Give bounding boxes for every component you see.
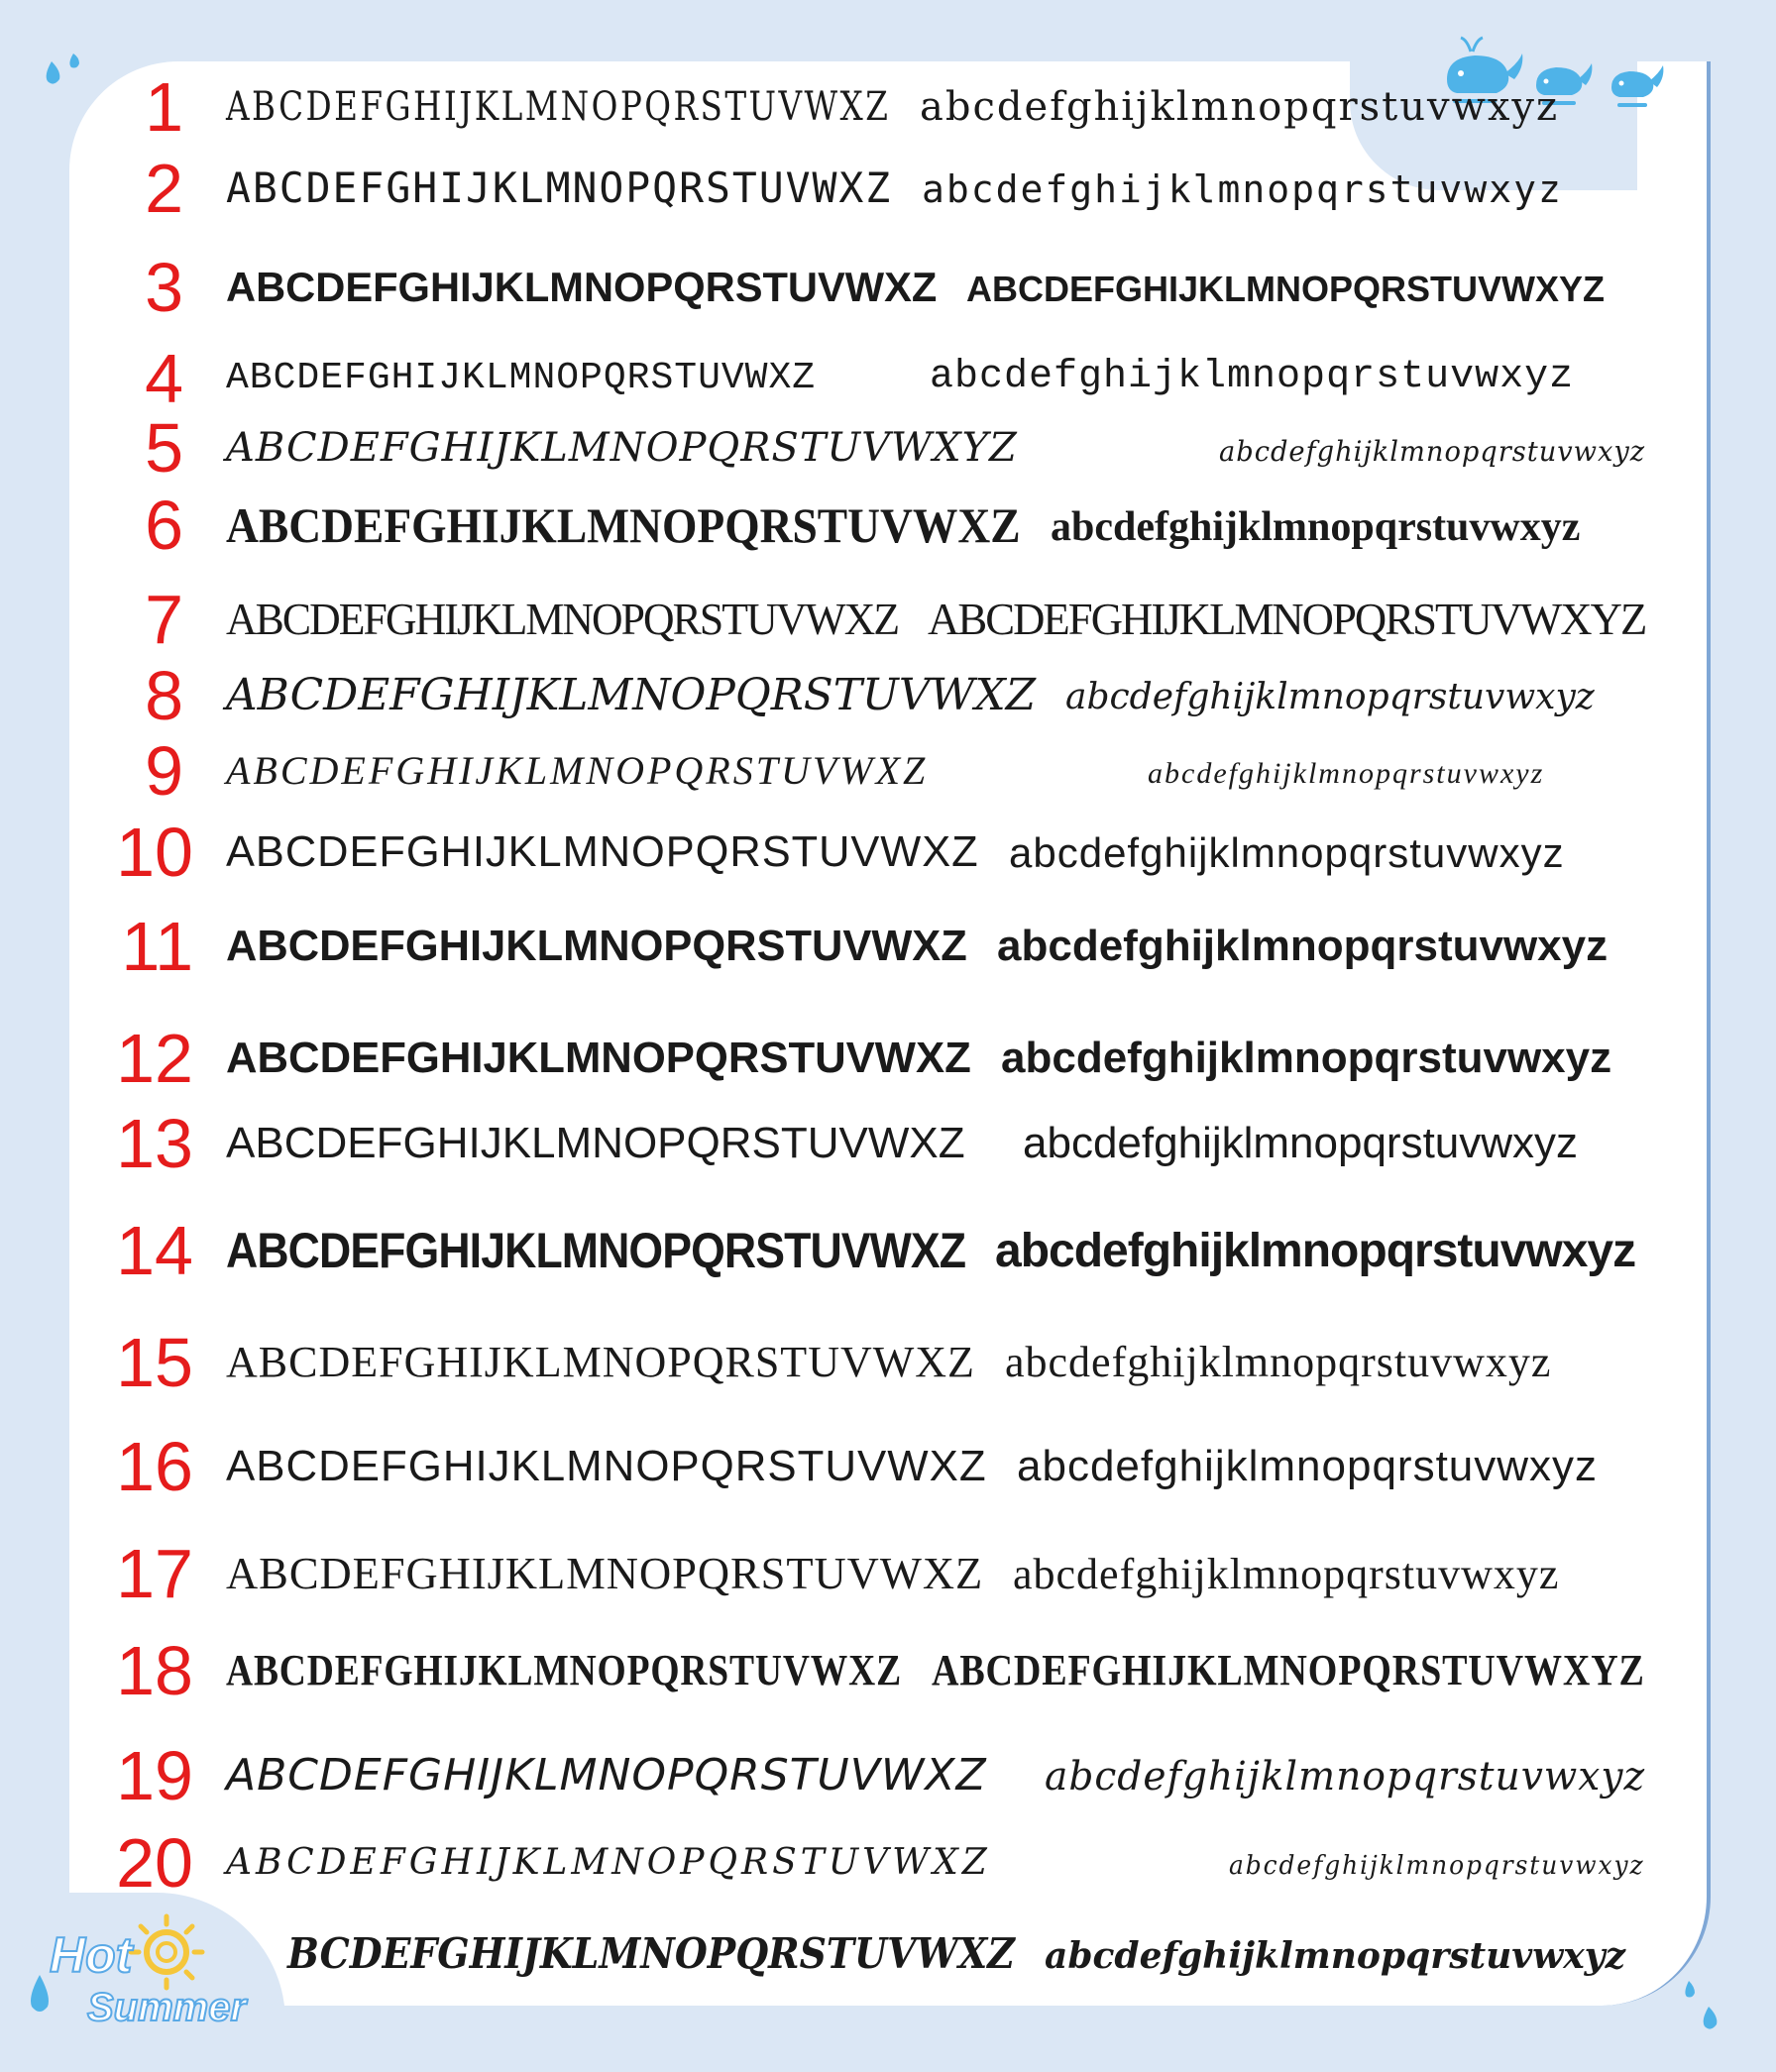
row-number: 5: [145, 409, 183, 487]
second-sample: abcdefghijklmnopqrstuvwxyz: [1017, 1442, 1599, 1490]
second-sample: abcdefghijklmnopqrstuvwxyz: [997, 922, 1609, 970]
uppercase-sample: ABCDEFGHIJKLMNOPQRSTUVWXZ: [226, 497, 1021, 553]
second-sample: ABCDEFGHIJKLMNOPQRSTUVWXYZ: [966, 268, 1606, 309]
row-number: 16: [116, 1428, 193, 1505]
second-sample: abcdefghijklmnopqrstuvwxyz: [995, 1224, 1636, 1277]
row-number: 20: [116, 1824, 193, 1902]
row-number: 6: [145, 487, 183, 564]
row-number: 9: [145, 732, 183, 810]
badge-hot-text: Hot: [50, 1927, 133, 1983]
row-number: 11: [121, 908, 193, 985]
uppercase-sample: ABCDEFGHIJKLMNOPQRSTUVWXZ: [226, 670, 1037, 720]
uppercase-sample: ABCDEFGHIJKLMNOPQRSTUVWXZ: [226, 1442, 987, 1490]
second-sample: abcdefghijklmnopqrstuvwxyz: [1023, 1119, 1579, 1167]
row-number: 14: [116, 1212, 193, 1289]
row-number: 3: [145, 249, 183, 326]
second-sample: abcdefghijklmnopqrstuvwxyz: [922, 167, 1563, 212]
uppercase-sample: ABCDEFGHIJKLMNOPQRSTUVWXZ: [226, 594, 899, 644]
second-sample: abcdefghijklmnopqrstuvwxyz: [1001, 1034, 1612, 1082]
whale-icon: [1611, 65, 1663, 107]
uppercase-sample: ABCDEFGHIJKLMNOPQRSTUVWXZ: [226, 827, 979, 876]
second-sample: abcdefghijklmnopqrstuvwxyz: [1005, 1338, 1552, 1386]
second-sample: abcdefghijklmnopqrstuvwxyz: [920, 84, 1560, 130]
second-sample: abcdefghijklmnopqrstuvwxyz: [1065, 677, 1595, 718]
second-sample: abcdefghijklmnopqrstuvwxyz: [1009, 828, 1565, 876]
uppercase-sample: ABCDEFGHIJKLMNOPQRSTUVWXZ: [226, 1223, 966, 1278]
row-number: 7: [145, 581, 183, 658]
uppercase-sample: ABCDEFGHIJKLMNOPQRSTUVWXZ: [226, 1750, 987, 1800]
uppercase-sample: ABCDEFGHIJKLMNOPQRSTUVWXZ: [226, 1842, 991, 1883]
second-sample: ABCDEFGHIJKLMNOPQRSTUVWXYZ: [932, 1646, 1645, 1694]
second-sample: abcdefghijklmnopqrstuvwxyz: [1051, 504, 1581, 551]
uppercase-sample: ABCDEFGHIJKLMNOPQRSTUVWXZ: [226, 264, 938, 310]
row-number: 4: [145, 340, 183, 417]
uppercase-sample: ABCDEFGHIJKLMNOPQRSTUVWXZ: [226, 84, 891, 130]
uppercase-sample: ABCDEFGHIJKLMNOPQRSTUVWXZ: [226, 1548, 984, 1598]
water-drop-icon: [20, 1967, 59, 2026]
second-sample: abcdefghijklmnopqrstuvwxyz: [1045, 1754, 1646, 1800]
water-drops-icon: [1681, 1977, 1724, 2036]
row-number: 18: [116, 1632, 193, 1709]
uppercase-sample: ABCDEFGHIJKLMNOPQRSTUVWXZ: [226, 164, 893, 212]
second-sample: ABCDEFGHIJKLMNOPQRSTUVWXYZ: [928, 594, 1646, 644]
uppercase-sample: BCDEFGHIJKLMNOPQRSTUVWXZ: [287, 1929, 1015, 1978]
uppercase-sample: ABCDEFGHIJKLMNOPQRSTUVWXZ: [226, 748, 929, 793]
second-sample: abcdefghijklmnopqrstuvwxyz: [1045, 1934, 1626, 1977]
uppercase-sample: ABCDEFGHIJKLMNOPQRSTUVWXYZ: [226, 425, 1018, 471]
badge-summer-text: Summer: [87, 1986, 247, 2029]
uppercase-sample: ABCDEFGHIJKLMNOPQRSTUVWXZ: [226, 1034, 971, 1082]
row-number: 13: [116, 1105, 193, 1182]
row-number: 2: [145, 150, 183, 227]
sun-icon: [127, 1912, 206, 1992]
second-sample: abcdefghijklmnopqrstuvwxyz: [930, 355, 1575, 400]
uppercase-sample: ABCDEFGHIJKLMNOPQRSTUVWXZ: [226, 922, 967, 970]
second-sample: abcdefghijklmnopqrstuvwxyz: [1013, 1549, 1560, 1598]
row-number: 19: [116, 1737, 193, 1814]
row-number: 1: [145, 68, 183, 146]
row-number: 12: [116, 1020, 193, 1097]
uppercase-sample: ABCDEFGHIJKLMNOPQRSTUVWXZ: [226, 1338, 975, 1386]
row-number: 10: [116, 814, 193, 891]
uppercase-sample: ABCDEFGHIJKLMNOPQRSTUVWXZ: [226, 1646, 902, 1694]
row-number: 15: [116, 1324, 193, 1401]
row-number: 17: [116, 1535, 193, 1612]
uppercase-sample: ABCDEFGHIJKLMNOPQRSTUVWXZ: [226, 1119, 965, 1167]
second-sample: abcdefghijklmnopqrstuvwxyz: [1229, 1851, 1645, 1881]
uppercase-sample: ABCDEFGHIJKLMNOPQRSTUVWXZ: [226, 357, 817, 399]
second-sample: abcdefghijklmnopqrstuvwxyz: [1219, 434, 1646, 468]
row-number: 8: [145, 657, 183, 734]
second-sample: abcdefghijklmnopqrstuvwxyz: [1148, 757, 1545, 790]
